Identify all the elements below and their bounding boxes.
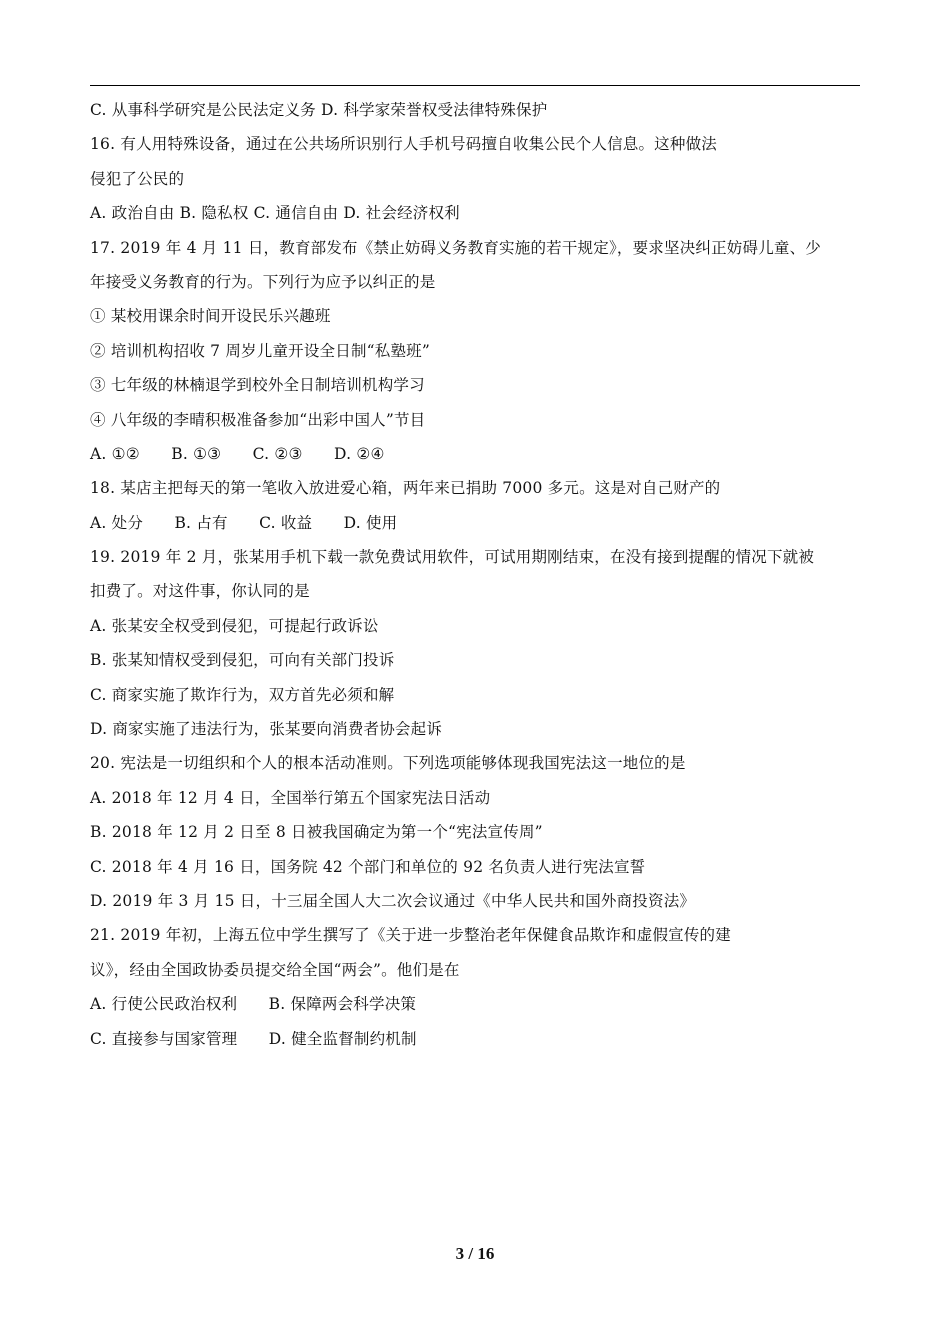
question-21-options-cd: C. 直接参与国家管理 D. 健全监督制约机制 xyxy=(90,1029,417,1048)
question-18-stem: 18. 某店主把每天的第一笔收入放进爱心箱，两年来已捐助 7000 多元。这是对自己财产的 xyxy=(90,479,721,498)
question-17-item-3: ③ 七年级的林楠退学到校外全日制培训机构学习 xyxy=(90,376,425,395)
document-body xyxy=(90,93,870,1056)
question-19-option-c: C. 商家实施了欺诈行为，双方首先必须和解 xyxy=(90,685,395,704)
question-17-item-4: ④ 八年级的李晴积极准备参加“出彩中国人”节目 xyxy=(90,410,426,429)
question-20-option-b: B. 2018 年 12 月 2 日至 8 日被我国确定为第一个“宪法宣传周” xyxy=(90,823,543,842)
question-19-option-d: D. 商家实施了违法行为，张某要向消费者协会起诉 xyxy=(90,720,443,739)
question-19-stem-cont: 扣费了。对这件事，你认同的是 xyxy=(90,582,310,601)
question-20-option-c: C. 2018 年 4 月 16 日，国务院 42 个部门和单位的 92 名负责人进行宪法宣誓 xyxy=(90,857,646,876)
question-17-item-1: ① 某校用课余时间开设民乐兴趣班 xyxy=(90,307,331,326)
question-16-stem-cont: 侵犯了公民的 xyxy=(90,169,185,188)
question-20-stem: 20. 宪法是一切组织和个人的根本活动准则。下列选项能够体现我国宪法这一地位的是 xyxy=(90,754,686,773)
question-18-options: A. 处分 B. 占有 C. 收益 D. 使用 xyxy=(90,513,398,532)
question-16-options: A. 政治自由 B. 隐私权 C. 通信自由 D. 社会经济权利 xyxy=(90,204,460,223)
question-16-stem: 16. 有人用特殊设备，通过在公共场所识别行人手机号码擅自收集公民个人信息。这种做法 xyxy=(90,135,717,154)
question-20-option-a: A. 2018 年 12 月 4 日，全国举行第五个国家宪法日活动 xyxy=(90,788,491,807)
question-19-option-b: B. 张某知情权受到侵犯，可向有关部门投诉 xyxy=(90,651,395,670)
question-21-options-ab: A. 行使公民政治权利 B. 保障两会科学决策 xyxy=(90,995,417,1014)
question-19-option-a: A. 张某安全权受到侵犯，可提起行政诉讼 xyxy=(90,616,379,635)
text-line: C. 从事科学研究是公民法定义务 D. 科学家荣誉权受法律特殊保护 xyxy=(90,101,548,119)
question-17-stem-cont: 年接受义务教育的行为。下列行为应予以纠正的是 xyxy=(90,272,436,291)
question-19-stem: 19. 2019 年 2 月，张某用手机下载一款免费试用软件，可试用期刚结束，在没有接到提醒的情况下就被 xyxy=(90,548,815,567)
question-17-stem: 17. 2019 年 4 月 11 日，教育部发布《禁止妨碍义务教育实施的若干规定》，要求坚决纠正妨碍儿童、少 xyxy=(90,238,821,257)
question-21-stem-cont: 议》，经由全国政协委员提交给全国“两会”。他们是在 xyxy=(90,960,460,979)
question-17-options: A. ①② B. ①③ C. ②③ D. ②④ xyxy=(90,444,385,463)
header-rule xyxy=(90,85,860,86)
page-number: 3 / 16 xyxy=(455,1244,495,1263)
question-17-item-2: ② 培训机构招收 7 周岁儿童开设全日制“私塾班” xyxy=(90,341,430,360)
question-21-stem: 21. 2019 年初，上海五位中学生撰写了《关于进一步整治老年保健食品欺诈和虚假宣传的建 xyxy=(90,926,731,945)
question-20-option-d: D. 2019 年 3 月 15 日，十三届全国人大二次会议通过《中华人民共和国外商投资法》 xyxy=(90,891,696,910)
